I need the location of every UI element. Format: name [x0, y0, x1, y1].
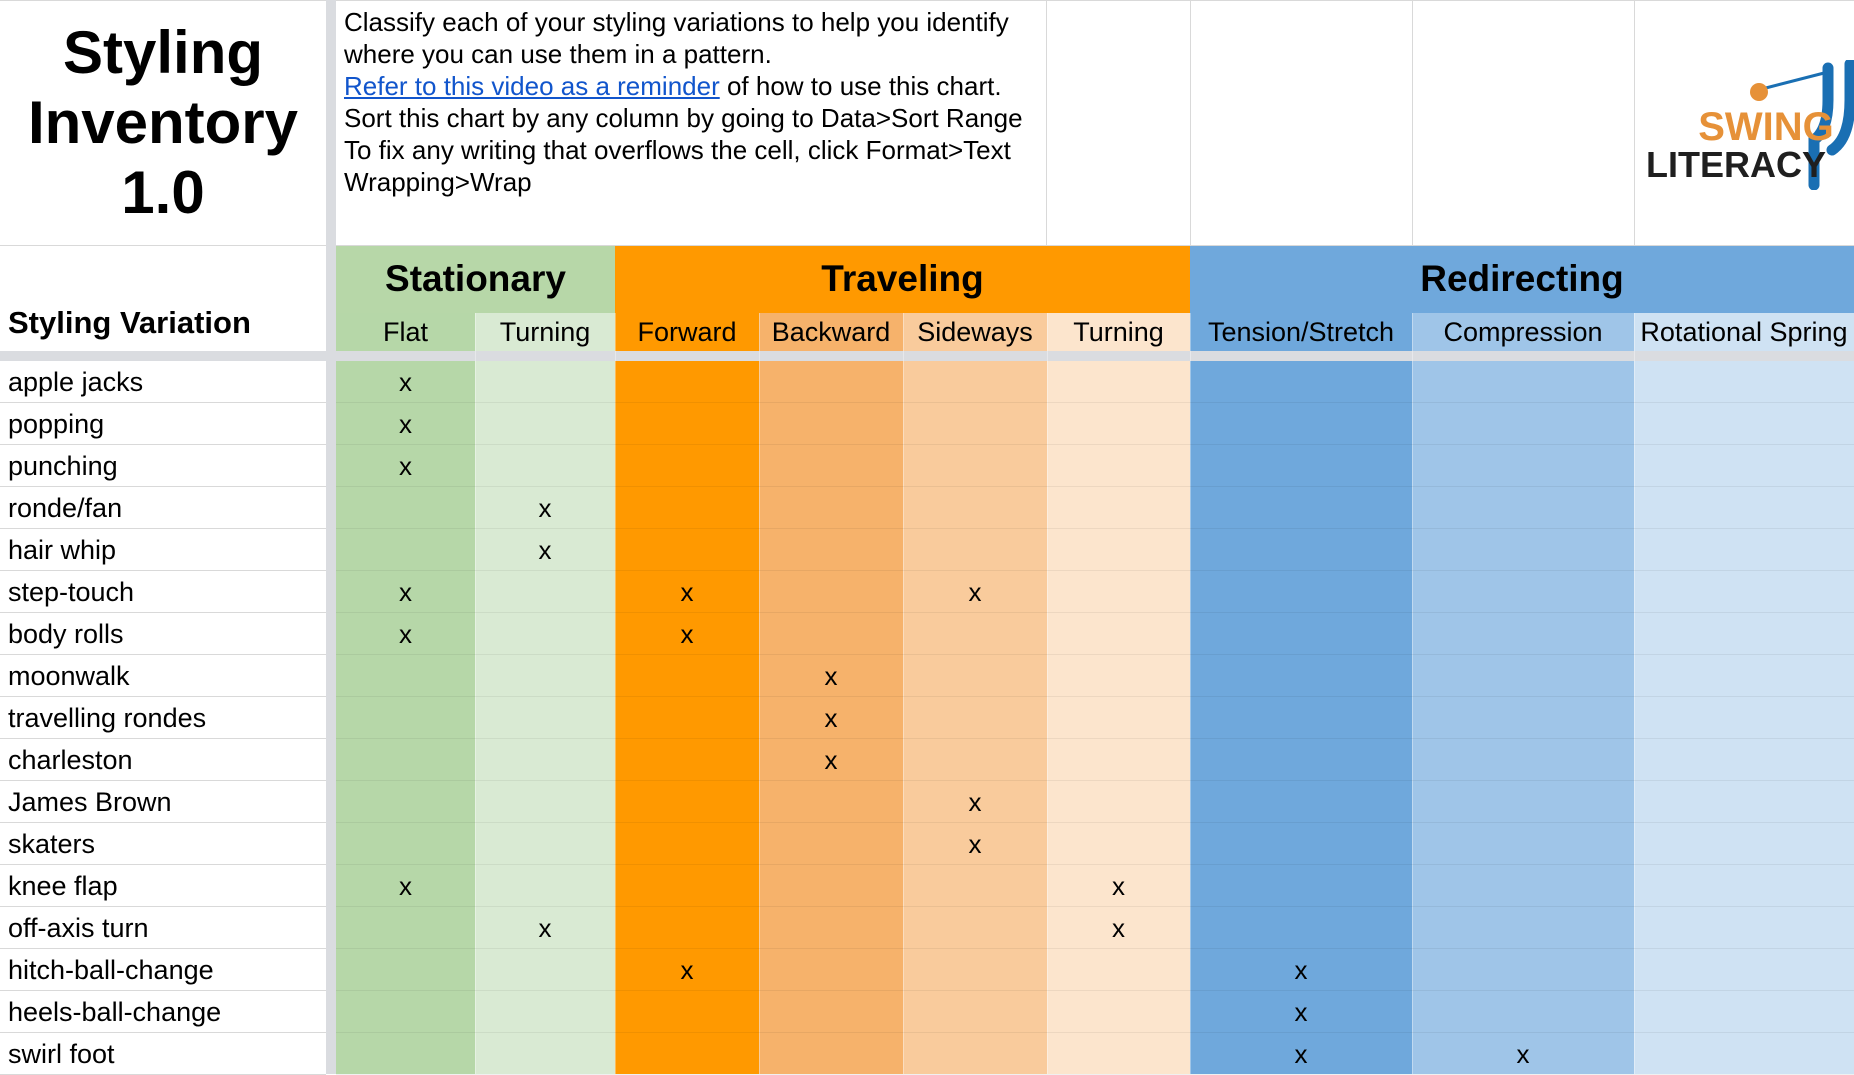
mark-x: x — [680, 576, 694, 607]
group-header-label: Redirecting — [1420, 258, 1624, 299]
column-header-label: Turning — [499, 316, 591, 347]
mark-cell[interactable] — [475, 487, 615, 529]
column-header-6[interactable] — [1190, 313, 1412, 351]
row-name: punching — [8, 450, 118, 481]
group-header-label: Stationary — [385, 258, 566, 299]
mark-x: x — [824, 744, 838, 775]
mark-x: x — [538, 534, 552, 565]
body-row-divider — [336, 906, 1854, 907]
mark-cell[interactable] — [475, 529, 615, 571]
column-header-label: Backward — [771, 316, 891, 347]
column-header-7[interactable] — [1412, 313, 1634, 351]
table-row[interactable] — [0, 697, 326, 739]
table-row[interactable] — [0, 487, 326, 529]
row-name: heels-ball-change — [8, 996, 222, 1027]
title-line-2: Inventory — [27, 88, 299, 156]
instructions-line-2 — [344, 70, 1046, 102]
row-divider — [0, 990, 326, 991]
mark-cell[interactable] — [759, 739, 903, 781]
row-divider — [0, 1032, 326, 1033]
row-name: ronde/fan — [8, 492, 123, 523]
column-header-label: Sideways — [917, 316, 1033, 347]
row-divider — [0, 780, 326, 781]
column-header-label: Rotational Spring — [1640, 316, 1848, 347]
instructions-line-3: Sort this chart by any column by going to Data>Sort Range — [344, 103, 1023, 133]
mark-x: x — [968, 828, 982, 859]
group-header-traveling[interactable] — [615, 245, 1190, 313]
body-row-divider — [336, 990, 1854, 991]
row-name: travelling rondes — [8, 702, 207, 733]
column-fill-8 — [1634, 361, 1854, 1074]
top-border — [0, 0, 1854, 1]
col-divider — [615, 313, 616, 1074]
row-name: body rolls — [8, 618, 124, 649]
header-divider — [0, 245, 1854, 246]
mark-cell[interactable] — [903, 571, 1047, 613]
table-row[interactable] — [0, 403, 326, 445]
row-divider — [0, 906, 326, 907]
logo-word-literacy: LITERACY — [1646, 144, 1826, 185]
mark-cell[interactable] — [1412, 1033, 1634, 1075]
instructions-line-2-rest: of how to use this chart. — [719, 71, 1002, 101]
col-divider — [759, 313, 760, 1074]
column-header-label: Turning — [1073, 316, 1164, 347]
row-name: skaters — [8, 828, 96, 859]
mark-cell[interactable] — [903, 781, 1047, 823]
col-divider — [1634, 313, 1635, 1074]
body-row-divider — [336, 402, 1854, 403]
table-row[interactable] — [0, 1033, 326, 1075]
top-col-divider — [1412, 0, 1413, 245]
mark-x: x — [1516, 1038, 1530, 1069]
top-col-divider — [1046, 0, 1047, 245]
mark-cell[interactable] — [615, 613, 759, 655]
mark-x: x — [824, 702, 838, 733]
mark-x: x — [968, 576, 982, 607]
row-name: hitch-ball-change — [8, 954, 214, 985]
mark-cell[interactable] — [1190, 949, 1412, 991]
row-divider — [0, 654, 326, 655]
mark-cell[interactable] — [475, 907, 615, 949]
table-row[interactable] — [0, 571, 326, 613]
top-col-divider — [1190, 0, 1191, 245]
instructions-line-1: Classify each of your styling variations to help you identify where you can use them in a pattern. — [344, 7, 1009, 69]
col-divider — [1412, 313, 1413, 1074]
mark-cell[interactable] — [336, 613, 475, 655]
instructions-cell[interactable] — [336, 0, 1046, 245]
column-header-label: Tension/Stretch — [1207, 316, 1395, 347]
row-divider — [0, 402, 326, 403]
mark-x: x — [1294, 954, 1308, 985]
table-row[interactable] — [0, 655, 326, 697]
mark-x: x — [1294, 996, 1308, 1027]
mark-x: x — [680, 954, 694, 985]
mark-cell[interactable] — [1190, 991, 1412, 1033]
mark-cell[interactable] — [903, 823, 1047, 865]
body-row-divider — [336, 822, 1854, 823]
row-name: James Brown — [8, 786, 172, 817]
column-header-2[interactable] — [615, 313, 759, 351]
row-divider — [0, 696, 326, 697]
column-fill-5 — [1047, 361, 1190, 1074]
column-header-5[interactable] — [1047, 313, 1190, 351]
row-name: step-touch — [8, 576, 135, 607]
mark-cell[interactable] — [336, 865, 475, 907]
body-row-divider — [336, 528, 1854, 529]
row-divider — [0, 612, 326, 613]
row-divider — [0, 528, 326, 529]
mark-cell[interactable] — [615, 949, 759, 991]
title-line-3: 1.0 — [121, 158, 205, 226]
col-divider — [1047, 313, 1048, 1074]
row-name: off-axis turn — [8, 912, 149, 943]
mark-cell[interactable] — [1047, 907, 1190, 949]
row-divider — [0, 822, 326, 823]
mark-cell[interactable] — [1047, 865, 1190, 907]
body-row-divider — [336, 696, 1854, 697]
table-row[interactable] — [0, 823, 326, 865]
column-header-label: Forward — [637, 316, 737, 347]
mark-x: x — [680, 618, 694, 649]
mark-x: x — [399, 618, 412, 649]
column-header-0[interactable] — [336, 313, 475, 351]
table-row[interactable] — [0, 529, 326, 571]
table-row[interactable] — [0, 361, 326, 403]
mark-x: x — [1294, 1038, 1308, 1069]
body-row-divider — [336, 612, 1854, 613]
mark-x: x — [1112, 870, 1125, 901]
instructions-line-4: To fix any writing that overflows the cell, click Format>Text Wrapping>Wrap — [344, 135, 1011, 197]
row-name: knee flap — [8, 870, 118, 901]
row-divider — [0, 444, 326, 445]
column-header-1[interactable] — [475, 313, 615, 351]
column-header-4[interactable] — [903, 313, 1047, 351]
frozen-column-bar — [326, 0, 336, 1074]
row-name: swirl foot — [8, 1038, 115, 1069]
mark-x: x — [538, 492, 552, 523]
row-name: moonwalk — [8, 660, 130, 691]
group-header-redirecting[interactable] — [1190, 245, 1854, 313]
mark-x: x — [968, 786, 982, 817]
table-row[interactable] — [0, 907, 326, 949]
group-header-stationary[interactable] — [336, 245, 615, 313]
logo-word-swing: SWING — [1698, 105, 1834, 149]
mark-x: x — [399, 870, 412, 901]
group-header-label: Traveling — [821, 258, 984, 299]
row-name: hair whip — [8, 534, 117, 565]
col-divider — [1190, 313, 1191, 1074]
mark-x: x — [399, 450, 412, 481]
body-row-divider — [336, 654, 1854, 655]
column-header-label: Flat — [382, 316, 428, 347]
column-fill-1 — [475, 361, 615, 1074]
row-name: charleston — [8, 744, 133, 775]
table-row[interactable] — [0, 949, 326, 991]
row-name: apple jacks — [8, 366, 144, 397]
table-row[interactable] — [0, 865, 326, 907]
table-row[interactable] — [0, 445, 326, 487]
body-row-divider — [336, 486, 1854, 487]
body-row-divider — [336, 948, 1854, 949]
row-name: popping — [8, 408, 105, 439]
row-header-label[interactable] — [0, 245, 326, 351]
mark-cell[interactable] — [759, 697, 903, 739]
row-divider — [0, 864, 326, 865]
row-divider — [0, 570, 326, 571]
body-row-divider — [336, 738, 1854, 739]
mark-x: x — [399, 576, 412, 607]
mark-cell[interactable] — [336, 445, 475, 487]
mark-cell[interactable] — [615, 571, 759, 613]
body-row-divider — [336, 780, 1854, 781]
reminder-video-link[interactable]: Refer to this video as a reminder — [344, 71, 720, 101]
mark-x: x — [824, 660, 838, 691]
mark-cell[interactable] — [1190, 1033, 1412, 1075]
swing-literacy-logo — [1636, 60, 1854, 190]
column-fill-7 — [1412, 361, 1634, 1074]
col-divider — [903, 313, 904, 1074]
row-divider — [0, 486, 326, 487]
mark-cell[interactable] — [336, 361, 475, 403]
mark-cell[interactable] — [336, 571, 475, 613]
table-row[interactable] — [0, 613, 326, 655]
sheet-title-cell[interactable] — [0, 0, 326, 245]
column-header-8[interactable] — [1634, 313, 1854, 351]
row-divider — [0, 738, 326, 739]
frozen-row-bar — [0, 351, 1854, 361]
row-divider — [0, 948, 326, 949]
table-row[interactable] — [0, 781, 326, 823]
mark-x: x — [1112, 912, 1125, 943]
mark-cell[interactable] — [759, 655, 903, 697]
mark-x: x — [399, 366, 412, 397]
body-row-divider — [336, 1032, 1854, 1033]
table-row[interactable] — [0, 739, 326, 781]
body-row-divider — [336, 570, 1854, 571]
row-header-text: Styling Variation — [8, 305, 251, 340]
top-col-divider — [1634, 0, 1635, 245]
column-fill-4 — [903, 361, 1047, 1074]
col-divider — [475, 313, 476, 1074]
body-row-divider — [336, 864, 1854, 865]
table-row[interactable] — [0, 991, 326, 1033]
mark-cell[interactable] — [336, 403, 475, 445]
mark-x: x — [538, 912, 552, 943]
title-line-1: Styling — [62, 18, 263, 86]
column-header-label: Compression — [1443, 316, 1603, 347]
mark-x: x — [399, 408, 412, 439]
body-row-divider — [336, 444, 1854, 445]
column-header-3[interactable] — [759, 313, 903, 351]
